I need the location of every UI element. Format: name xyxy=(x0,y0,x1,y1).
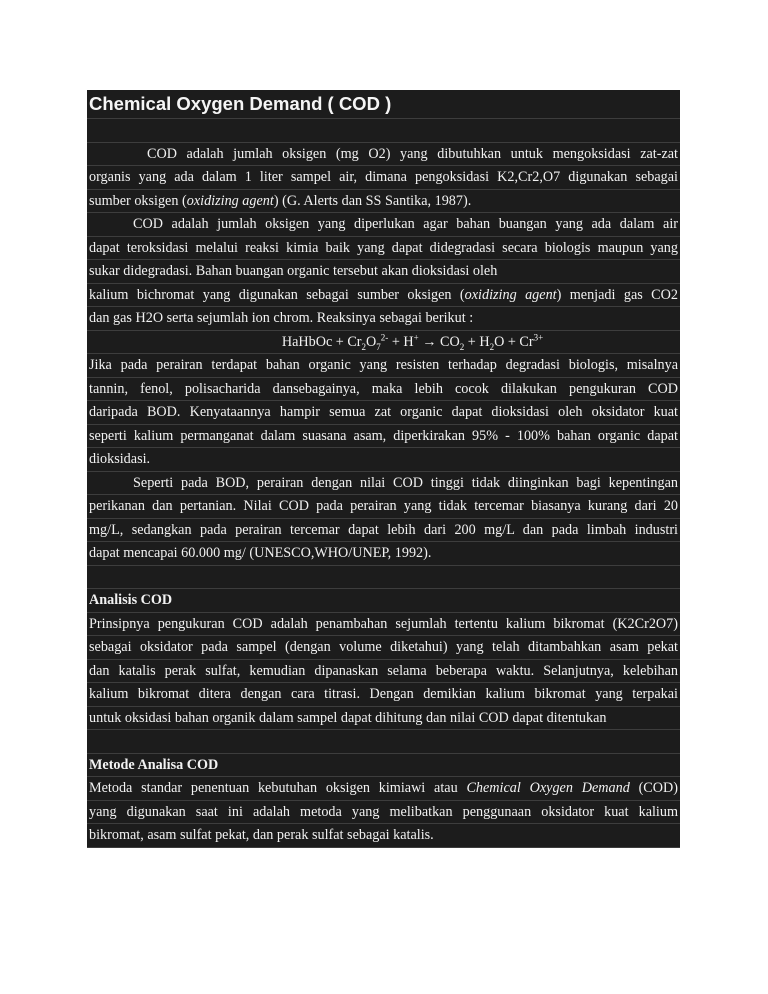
formula-subscript: 2 xyxy=(361,341,367,352)
paragraph-line: organis yang ada dalam 1 liter sampel air, dimana pengoksidasi K2,Cr2,O7 digunakan sebagai xyxy=(87,166,680,190)
paragraph-line: bikromat, asam sulfat pekat, dan perak sulfat sebagai katalis. xyxy=(87,824,680,848)
paragraph-line xyxy=(87,190,680,214)
text-segment: sumber oksigen ( xyxy=(89,192,187,209)
formula-part: O + Cr xyxy=(494,333,534,350)
paragraph-line: sukar didegradasi. Bahan buangan organic tersebut akan dioksidasi oleh xyxy=(87,260,680,284)
italic-text: oxidizing agent xyxy=(186,192,274,209)
reaction-formula xyxy=(87,331,680,355)
paragraph-line: tannin, fenol, polisacharida dansebagainya, maka lebih cocok dilakukan pengukuran COD xyxy=(87,378,680,402)
italic-text: Chemical Oxygen Demand xyxy=(466,780,630,796)
formula-part: → CO xyxy=(418,333,460,350)
section-heading: Analisis COD xyxy=(87,589,680,613)
paragraph-line: untuk oksidasi bahan organik dalam sampel dapat dihitung dan nilai COD dapat ditentukan xyxy=(87,707,680,731)
paragraph-line: COD adalah jumlah oksigen yang diperlukan agar bahan buangan yang ada dalam air xyxy=(87,213,680,237)
formula-superscript: 2- xyxy=(380,331,389,342)
formula-part: HaHbOc + Cr xyxy=(281,333,362,350)
paragraph-line: Jika pada perairan terdapat bahan organic yang resisten terhadap degradasi biologis, misalnya xyxy=(87,354,680,378)
italic-text: oxidizing agent xyxy=(464,286,557,303)
text-segment: Metoda standar penentuan kebutuhan oksigen kimiawi atau xyxy=(89,780,467,796)
text-segment: (COD) xyxy=(629,780,678,796)
document-title: Chemical Oxygen Demand ( COD ) xyxy=(87,90,680,119)
formula-subscript: 2 xyxy=(459,341,465,352)
text-segment: ) (G. Alerts dan SS Santika, 1987). xyxy=(273,192,472,209)
formula-subscript: 2 xyxy=(489,341,495,352)
paragraph-line: perikanan dan pertanian. Nilai COD pada perairan yang tidak tercemar biasanya kurang dari 20 xyxy=(87,495,680,519)
formula-part: + H xyxy=(388,333,414,350)
document-page xyxy=(87,90,680,848)
blank-row xyxy=(87,730,680,754)
paragraph-line: yang digunakan saat ini adalah metoda yang melibatkan penggunaan oksidator kuat kalium xyxy=(87,801,680,825)
paragraph-line: kalium bikromat ditera dengan cara titrasi. Dengan demikian kalium bikromat yang terpakai xyxy=(87,683,680,707)
paragraph-line: dapat teroksidasi melalui reaksi kimia baik yang dapat didegradasi secara biologis maupun yang xyxy=(87,237,680,261)
paragraph-line: dioksidasi. xyxy=(87,448,680,472)
paragraph-line xyxy=(87,284,680,308)
paragraph-line xyxy=(87,777,680,801)
formula-superscript: + xyxy=(413,331,419,342)
blank-row xyxy=(87,119,680,143)
paragraph-line: daripada BOD. Kenyataannya hampir semua zat organic dapat dioksidasi oleh oksidator kuat xyxy=(87,401,680,425)
paragraph-line: Seperti pada BOD, perairan dengan nilai COD tinggi tidak diinginkan bagi kepentingan xyxy=(87,472,680,496)
formula-superscript: 3+ xyxy=(533,331,544,342)
section-heading: Metode Analisa COD xyxy=(87,754,680,778)
paragraph-line: Prinsipnya pengukuran COD adalah penambahan sejumlah tertentu kalium bikromat (K2Cr2O7) xyxy=(87,613,680,637)
formula-part: + H xyxy=(464,333,490,350)
text-segment: ) menjadi gas CO2 xyxy=(556,286,678,303)
paragraph-line: sebagai oksidator pada sampel (dengan volume diketahui) yang telah ditambahkan asam pekat xyxy=(87,636,680,660)
paragraph-line: dan katalis perak sulfat, kemudian dipanaskan selama beberapa waktu. Selanjutnya, kelebihan xyxy=(87,660,680,684)
blank-row xyxy=(87,566,680,590)
paragraph-line: dapat mencapai 60.000 mg/ (UNESCO,WHO/UNEP, 1992). xyxy=(87,542,680,566)
paragraph-line: dan gas H2O serta sejumlah ion chrom. Reaksinya sebagai berikut : xyxy=(87,307,680,331)
paragraph-line: mg/L, sedangkan pada perairan tercemar dapat lebih dari 200 mg/L dan pada limbah industri xyxy=(87,519,680,543)
paragraph-line: seperti kalium permanganat dalam suasana asam, diperkirakan 95% - 100% bahan organic dapat xyxy=(87,425,680,449)
paragraph-line: COD adalah jumlah oksigen (mg O2) yang dibutuhkan untuk mengoksidasi zat-zat xyxy=(87,143,680,167)
text-segment: kalium bichromat yang digunakan sebagai sumber oksigen ( xyxy=(89,286,465,303)
formula-subscript: 7 xyxy=(376,341,381,352)
formula-part: O xyxy=(366,333,377,350)
